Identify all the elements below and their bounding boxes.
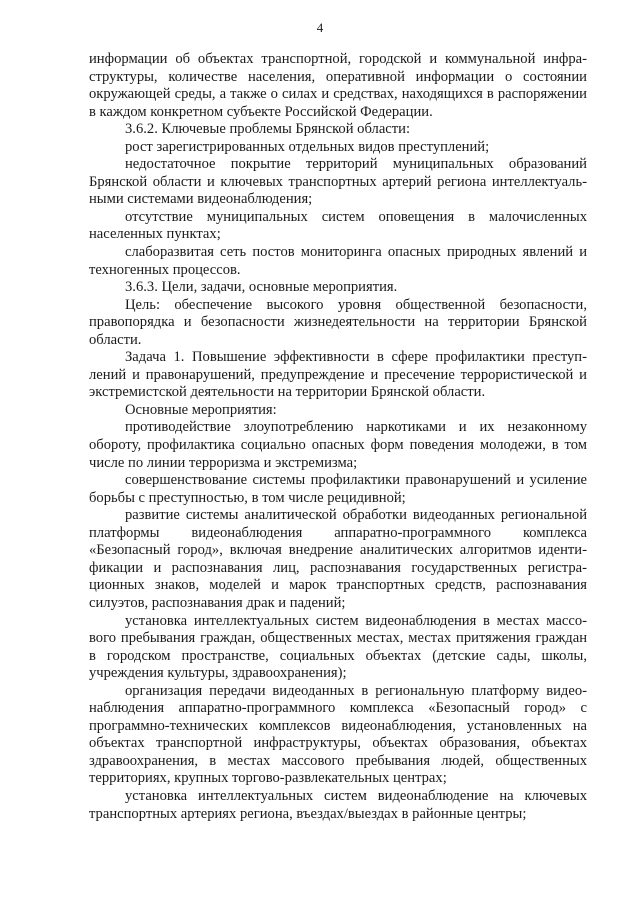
problem-item: недостаточное покрытие территорий муниципальных образований Брянской области и ключевых транспортных артерий региона интеллектуальными системами видеонаблюдения;	[89, 156, 587, 208]
task-paragraph: Задача 1. Повышение эффективности в сфере профилактики преступлений и правонарушений, предупреждение и пресечение террористической и экстремистской деятельности на территории Брянской области.	[89, 349, 587, 401]
paragraph-continuation: информации об объектах транспортной, городской и коммунальной инфраструктуры, количестве населения, оперативной информации о состоянии окружающей среды, а также о силах и средствах, находящихся в распоряжении в каждом конкретном субъекте Российской Федерации.	[89, 51, 587, 120]
measure-item: противодействие злоупотреблению наркотиками и их незаконному обороту, профилактика социально опасных форм поведения молодежи, в том числе по линии терроризма и экстремизма;	[89, 419, 587, 471]
measure-item: установка интеллектуальных систем видеонаблюдение на ключевых транспортных артериях региона, въездах/выездах в районные центры;	[89, 787, 587, 822]
measure-item: совершенствование системы профилактики правонарушений и усиление борьбы с преступностью, в том числе рецидивной;	[89, 472, 587, 506]
problem-item: рост зарегистрированных отдельных видов преступлений;	[125, 138, 490, 155]
measure-item: развитие системы аналитической обработки видеоданных региональной платформы видеонаблюдения аппаратно-программного комплекса «Безопасный город», включая внедрение аналитических алгоритмов идентификации и распознавания лиц, распознавания государственных регистрационных знаков, моделей и марок транспортных средств, распознавания силуэтов, распознавания драк и падений;	[89, 507, 587, 611]
problem-item: отсутствие муниципальных систем оповещения в малочисленных населенных пунктах;	[89, 208, 587, 243]
problem-item: слаборазвитая сеть постов мониторинга опасных природных явлений и техногенных процессов.	[89, 244, 587, 278]
document-body	[89, 51, 587, 823]
measures-heading: Основные мероприятия:	[125, 401, 277, 418]
section-heading-3-6-2: 3.6.2. Ключевые проблемы Брянской области:	[125, 121, 411, 138]
page-number: 4	[316, 20, 324, 35]
section-heading-3-6-3: 3.6.3. Цели, задачи, основные мероприятия.	[125, 279, 398, 296]
measure-item: установка интеллектуальных систем видеонаблюдения в местах массового пребывания граждан, общественных местах, местах притяжения граждан в городском пространстве, социальных объектах (детские сады, школы, учреждения культуры, здравоохранения);	[89, 612, 587, 682]
goal-paragraph: Цель: обеспечение высокого уровня общественной безопасности, правопорядка и безопасности жизнедеятельности на территории Брянской области.	[89, 296, 587, 348]
measure-item: организация передачи видеоданных в региональную платформу видеонаблюдения аппаратно-программного комплекса «Безопасный город» с программно-технических комплексов видеонаблюдения, установленных на объектах транспортной инфраструктуры, объектах образования, объектах здравоохранения, в местах массового пребывания людей, общественных территориях, крупных торгово-развлекательных центрах;	[89, 682, 587, 787]
